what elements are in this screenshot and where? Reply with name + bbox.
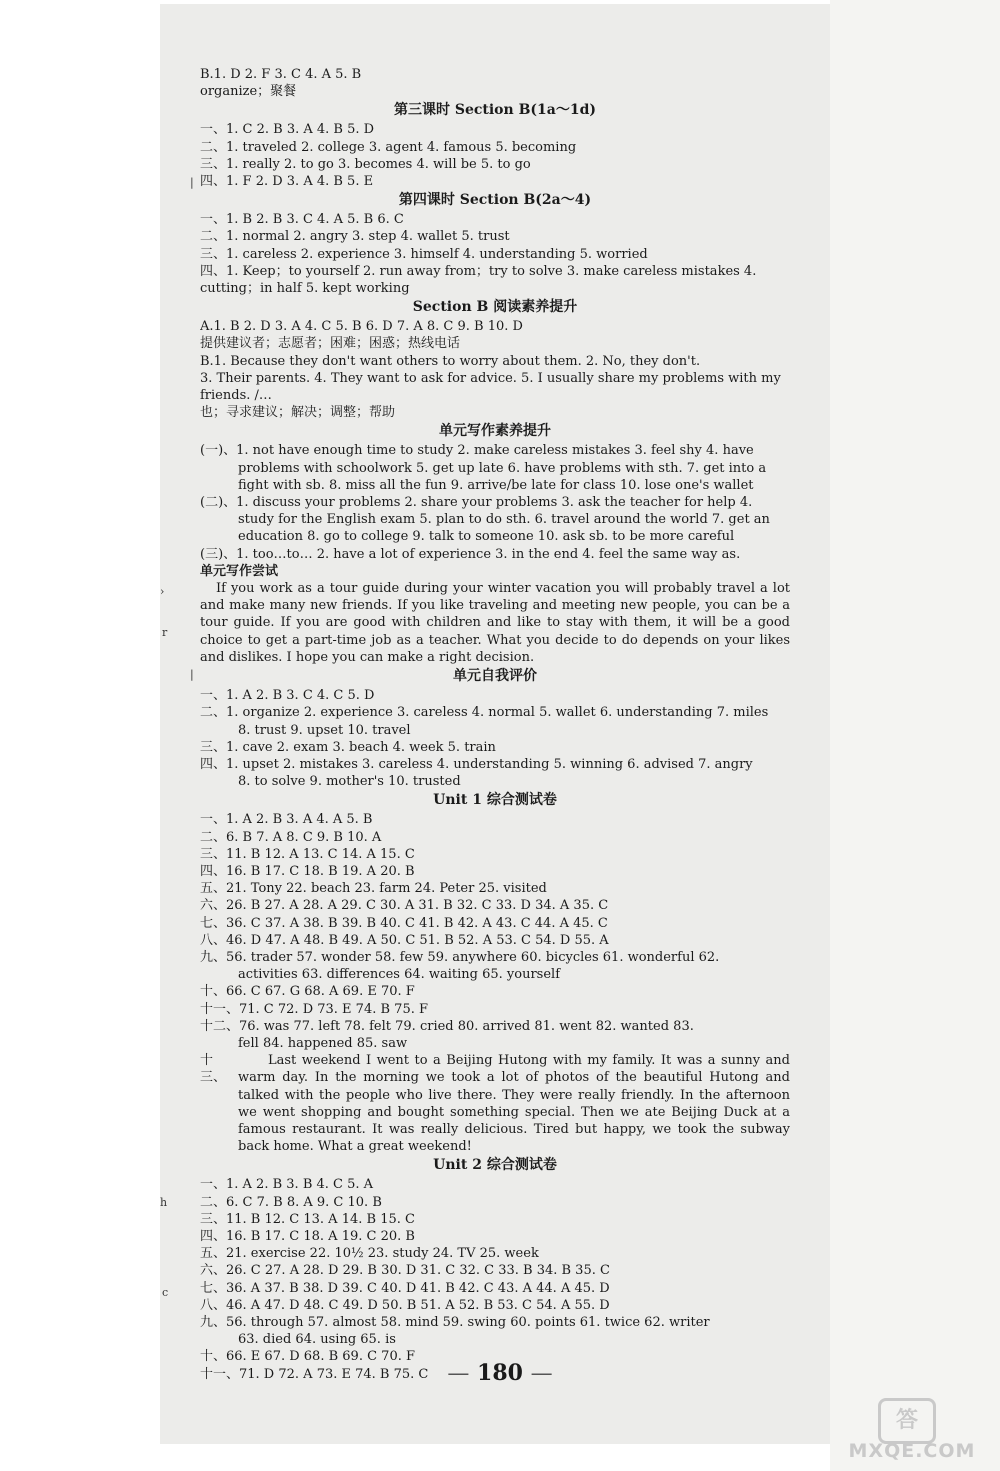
answer-line: 三、1. really 2. to go 3. becomes 4. will be 5. to go (200, 156, 531, 172)
answer-line: B.1. Because they don't want others to worry about them. 2. No, they don't. (200, 353, 701, 369)
answer-line: 也；寻求建议；解决；调整；帮助 (200, 405, 396, 421)
composition-answer (200, 1052, 790, 1155)
margin-mark: c (162, 1286, 169, 1299)
answer-line: cutting；in half 5. kept working (200, 281, 410, 297)
answer-line: 十一、71. C 72. D 73. E 74. B 75. F (200, 1001, 428, 1017)
answer-line: 63. died 64. using 65. is (238, 1332, 396, 1348)
answer-line: 五、21. Tony 22. beach 23. farm 24. Peter 25. visited (200, 881, 547, 897)
answer-line: 四、16. B 17. C 18. B 19. A 20. B (200, 863, 415, 879)
answer-line: 十、66. E 67. D 68. B 69. C 70. F (200, 1349, 415, 1365)
margin-mark: › (160, 585, 165, 598)
margin-mark: | (190, 176, 194, 189)
answer-line: (三)、1. too…to… 2. have a lot of experience 3. in the end 4. feel the same way as. (200, 546, 741, 562)
subheading: 单元写作尝试 (200, 563, 279, 579)
answer-key-page (200, 66, 790, 1383)
section-heading: 单元写作素养提升 (439, 423, 551, 440)
answer-line: 八、46. D 47. A 48. B 49. A 50. C 51. B 52. A 53. C 54. D 55. A (200, 932, 609, 948)
section-heading: 第三课时 Section B(1a～1d) (393, 102, 596, 119)
answer-line: 四、1. upset 2. mistakes 3. careless 4. understanding 5. winning 6. advised 7. angry (200, 756, 753, 772)
answer-line: 四、1. Keep；to yourself 2. run away from；try to solve 3. make careless mistakes 4. (200, 263, 757, 279)
margin-mark: r (162, 626, 168, 639)
answer-line: 四、1. F 2. D 3. A 4. B 5. E (200, 174, 374, 190)
watermark-logo (818, 1396, 994, 1466)
answer-line: 一、1. A 2. B 3. A 4. A 5. B (200, 812, 373, 828)
answer-line: 八、46. A 47. D 48. C 49. D 50. B 51. A 52. B 53. C 54. A 55. D (200, 1297, 610, 1313)
answer-line: 二、1. traveled 2. college 3. agent 4. famous 5. becoming (200, 139, 577, 155)
answer-line: 十二、76. was 77. left 78. felt 79. cried 80. arrived 81. went 82. wanted 83. (200, 1018, 694, 1034)
answer-line: 十一、71. D 72. A 73. E 74. B 75. C (200, 1366, 429, 1382)
answer-line: organize；聚餐 (200, 84, 297, 100)
writing-attempt-paragraph: If you work as a tour guide during your winter vacation you will probably travel a lot and make many new friends. If you like traveling and meeting new people, you can be a tour guide. If you are good with children and like to stay with them, it will be a good choice to get a part-time job as a teacher. What you decide to do depends on your likes and dislikes. I hope you can make a right decision. (200, 581, 790, 665)
section-heading: Section B 阅读素养提升 (412, 299, 578, 316)
answer-line: activities 63. differences 64. waiting 65. yourself (238, 967, 561, 983)
composition-paragraph: Last weekend I went to a Beijing Hutong with my family. It was a sunny and warm day. In the morning we took a lot of photos of the beautiful Hutong and talked with the people who live there. They were really friendly. In the afternoon we went shopping and bought something special. Then we ate Beijing Duck at a famous restaurant. It was really delicious. Tired but happy, we took the subway back home. What a great weekend! (238, 1053, 790, 1155)
watermark-seal-icon: 答 (878, 1398, 936, 1444)
answer-line: 8. trust 9. upset 10. travel (238, 722, 411, 738)
answer-line: 九、56. trader 57. wonder 58. few 59. anywhere 60. bicycles 61. wonderful 62. (200, 949, 720, 965)
answer-line: 提供建议者；志愿者；困难；困惑；热线电话 (200, 336, 461, 352)
section-heading: Unit 1 综合测试卷 (433, 792, 557, 809)
answer-line: study for the English exam 5. plan to do sth. 6. travel around the world 7. get an (238, 512, 770, 528)
watermark-url: MXQE.COM (848, 1440, 976, 1462)
answer-line: 三、1. cave 2. exam 3. beach 4. week 5. train (200, 739, 496, 755)
facing-page-edge (830, 0, 1000, 1471)
answer-line: 二、6. B 7. A 8. C 9. B 10. A (200, 829, 382, 845)
section-heading: Unit 2 综合测试卷 (433, 1157, 557, 1174)
answer-line: 四、16. B 17. C 18. A 19. C 20. B (200, 1228, 415, 1244)
answer-line: 五、21. exercise 22. 10½ 23. study 24. TV 25. week (200, 1246, 539, 1262)
answer-line: 8. to solve 9. mother's 10. trusted (238, 774, 461, 790)
answer-line: 一、1. C 2. B 3. A 4. B 5. D (200, 122, 375, 138)
page-number-dash: — (447, 1361, 470, 1386)
answer-line: 二、1. organize 2. experience 3. careless 4. normal 5. wallet 6. understanding 7. miles (200, 705, 769, 721)
answer-line: 六、26. C 27. A 28. D 29. B 30. D 31. C 32. C 33. B 34. B 35. C (200, 1263, 610, 1279)
answer-line: 一、1. A 2. B 3. B 4. C 5. A (200, 1177, 374, 1193)
answer-line: 二、6. C 7. B 8. A 9. C 10. B (200, 1194, 382, 1210)
answer-line: (一)、1. not have enough time to study 2. make careless mistakes 3. feel shy 4. have (200, 443, 754, 459)
answer-line: (二)、1. discuss your problems 2. share your problems 3. ask the teacher for help 4. (200, 495, 753, 511)
answer-line: 二、1. normal 2. angry 3. step 4. wallet 5. trust (200, 229, 510, 245)
page-number (0, 1360, 1000, 1386)
answer-line: 三、11. B 12. C 13. A 14. B 15. C (200, 1211, 415, 1227)
margin-mark: | (190, 668, 194, 681)
page-number-value: 180 (477, 1360, 523, 1386)
answer-line: 3. Their parents. 4. They want to ask for advice. 5. I usually share my problems with my (200, 370, 781, 386)
answer-line: 七、36. A 37. B 38. D 39. C 40. D 41. B 42. C 43. A 44. A 45. D (200, 1280, 610, 1296)
answer-line: education 8. go to college 9. talk to someone 10. ask sb. to be more careful (238, 529, 735, 545)
answer-line: problems with schoolwork 5. get up late 6. have problems with sth. 7. get into a (238, 460, 767, 476)
margin-mark: h (160, 1196, 168, 1209)
page-number-dash: — (530, 1361, 553, 1386)
answer-line: 一、1. A 2. B 3. C 4. C 5. D (200, 688, 375, 704)
answer-line: 六、26. B 27. A 28. A 29. C 30. A 31. B 32. C 33. D 34. A 35. C (200, 898, 609, 914)
answer-line: 三、1. careless 2. experience 3. himself 4. understanding 5. worried (200, 246, 648, 262)
answer-line: B.1. D 2. F 3. C 4. A 5. B (200, 67, 362, 82)
answer-line: 九、56. through 57. almost 58. mind 59. swing 60. points 61. twice 62. writer (200, 1315, 710, 1330)
answer-line: 十、66. C 67. G 68. A 69. E 70. F (200, 984, 415, 1000)
answer-line: friends. /… (200, 388, 272, 404)
answer-line: A.1. B 2. D 3. A 4. C 5. B 6. D 7. A 8. C 9. B 10. D (200, 319, 523, 335)
answer-line: 七、36. C 37. A 38. B 39. B 40. C 41. B 42. A 43. C 44. A 45. C (200, 915, 608, 931)
section-heading: 单元自我评价 (453, 668, 537, 685)
answer-line: fight with sb. 8. miss all the fun 9. arrive/be late for class 10. lose one's wallet (238, 477, 754, 493)
answer-line: fell 84. happened 85. saw (238, 1035, 408, 1051)
answer-line: 三、11. B 12. A 13. C 14. A 15. C (200, 846, 415, 862)
section-heading: 第四课时 Section B(2a～4) (398, 192, 592, 209)
composition-label: 十三、 (200, 1053, 227, 1086)
answer-line: 一、1. B 2. B 3. C 4. A 5. B 6. C (200, 212, 404, 228)
